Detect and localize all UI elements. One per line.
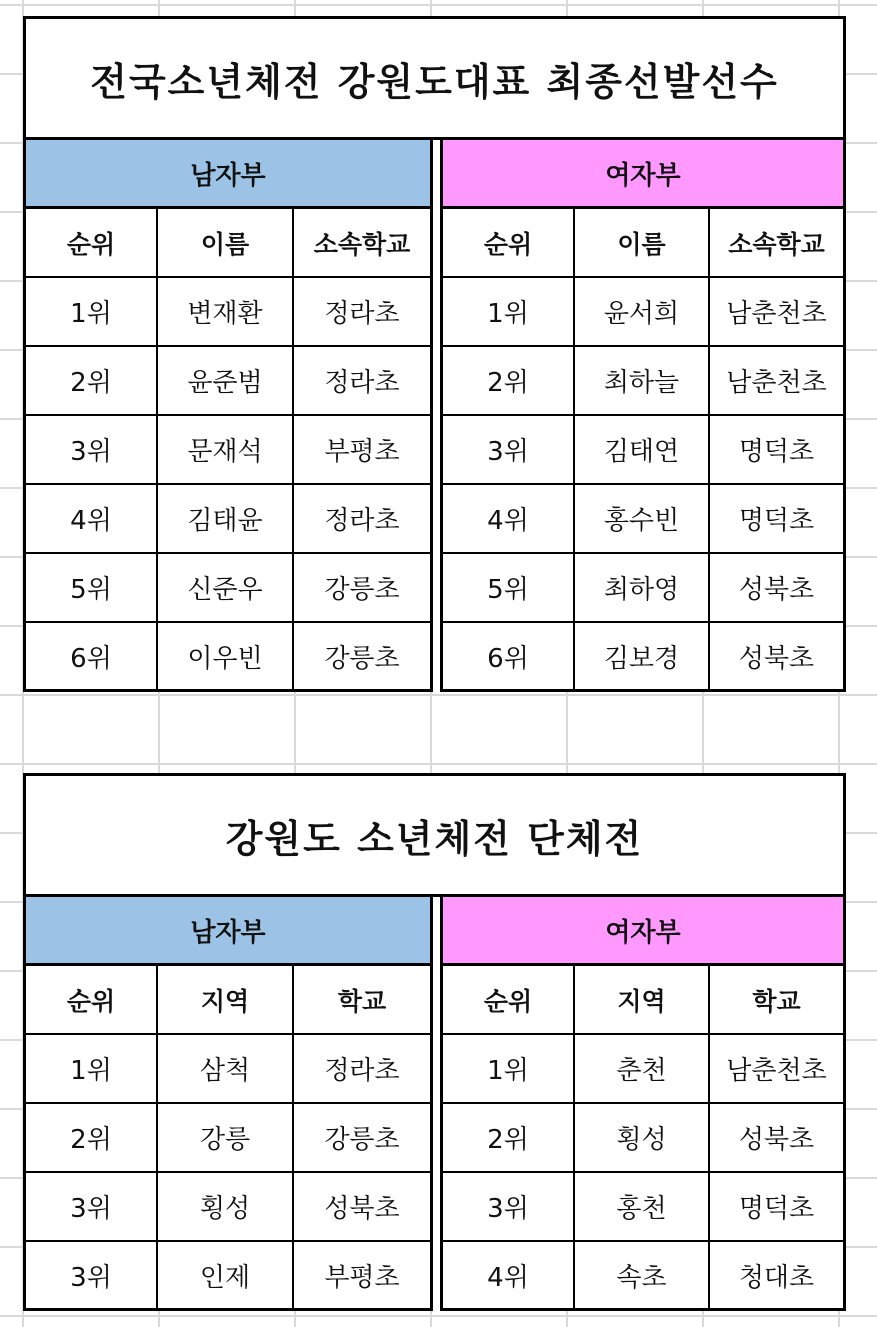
male-table-cell: 1위 <box>23 278 158 347</box>
female-table-cell: 4위 <box>440 485 575 554</box>
male-table-cell: 정라초 <box>294 278 433 347</box>
male-table-cell: 이우빈 <box>158 623 294 692</box>
female-col-header-rank: 순위 <box>440 966 575 1035</box>
female-table-cell: 명덕초 <box>710 416 846 485</box>
female-table-cell: 1위 <box>440 278 575 347</box>
male-table-cell: 4위 <box>23 485 158 554</box>
female-col-header-region: 지역 <box>575 966 710 1035</box>
female-table-cell: 남춘천초 <box>710 1035 846 1104</box>
male-table-cell: 강릉초 <box>294 1104 433 1173</box>
female-table-cell: 3위 <box>440 416 575 485</box>
female-table-cell: 3위 <box>440 1173 575 1242</box>
male-col-header-rank: 순위 <box>23 966 158 1035</box>
female-table-cell: 홍수빈 <box>575 485 710 554</box>
male-table-cell: 횡성 <box>158 1173 294 1242</box>
male-table-cell: 부평초 <box>294 1242 433 1311</box>
female-table-cell: 2위 <box>440 347 575 416</box>
female-table-cell: 명덕초 <box>710 1173 846 1242</box>
table-title-1: 전국소년체전 강원도대표 최종선발선수 <box>23 16 846 140</box>
male-table-cell: 정라초 <box>294 347 433 416</box>
table-title-2: 강원도 소년체전 단체전 <box>23 773 846 897</box>
male-table-cell: 3위 <box>23 1242 158 1311</box>
male-table-cell: 성북초 <box>294 1173 433 1242</box>
male-table-cell: 김태윤 <box>158 485 294 554</box>
female-col-header-rank: 순위 <box>440 209 575 278</box>
male-table-cell: 정라초 <box>294 1035 433 1104</box>
female-group-header: 여자부 <box>440 140 846 209</box>
male-table-cell: 정라초 <box>294 485 433 554</box>
female-table-cell: 명덕초 <box>710 485 846 554</box>
female-table-cell: 성북초 <box>710 623 846 692</box>
male-col-header-school: 학교 <box>294 966 433 1035</box>
female-table-cell: 춘천 <box>575 1035 710 1104</box>
female-col-header-school: 소속학교 <box>710 209 846 278</box>
female-table-cell: 남춘천초 <box>710 347 846 416</box>
male-col-header-school: 소속학교 <box>294 209 433 278</box>
female-group-header: 여자부 <box>440 897 846 966</box>
female-table-cell: 속초 <box>575 1242 710 1311</box>
female-table-cell: 6위 <box>440 623 575 692</box>
male-col-header-region: 지역 <box>158 966 294 1035</box>
male-table-cell: 3위 <box>23 416 158 485</box>
male-table-cell: 윤준범 <box>158 347 294 416</box>
male-table-cell: 1위 <box>23 1035 158 1104</box>
female-table-cell: 횡성 <box>575 1104 710 1173</box>
male-table-cell: 신준우 <box>158 554 294 623</box>
female-table-cell: 4위 <box>440 1242 575 1311</box>
female-col-header-name: 이름 <box>575 209 710 278</box>
table-gap <box>433 140 440 692</box>
male-group-header: 남자부 <box>23 140 433 209</box>
female-table-cell: 윤서희 <box>575 278 710 347</box>
female-table-cell: 최하영 <box>575 554 710 623</box>
male-table-cell: 2위 <box>23 347 158 416</box>
male-col-header-rank: 순위 <box>23 209 158 278</box>
female-table-cell: 남춘천초 <box>710 278 846 347</box>
male-table-cell: 2위 <box>23 1104 158 1173</box>
female-table-cell: 2위 <box>440 1104 575 1173</box>
male-table-cell: 강릉초 <box>294 554 433 623</box>
male-table-cell: 강릉 <box>158 1104 294 1173</box>
male-table-cell: 부평초 <box>294 416 433 485</box>
male-table-cell: 강릉초 <box>294 623 433 692</box>
male-table-cell: 문재석 <box>158 416 294 485</box>
male-table-cell: 5위 <box>23 554 158 623</box>
male-table-cell: 6위 <box>23 623 158 692</box>
female-table-cell: 성북초 <box>710 1104 846 1173</box>
male-table-cell: 변재환 <box>158 278 294 347</box>
female-table-cell: 최하늘 <box>575 347 710 416</box>
male-col-header-name: 이름 <box>158 209 294 278</box>
female-table-cell: 김태연 <box>575 416 710 485</box>
female-table-cell: 홍천 <box>575 1173 710 1242</box>
female-table-cell: 1위 <box>440 1035 575 1104</box>
table-gap <box>433 897 440 1311</box>
female-col-header-school: 학교 <box>710 966 846 1035</box>
male-table-cell: 삼척 <box>158 1035 294 1104</box>
female-table-cell: 김보경 <box>575 623 710 692</box>
female-table-cell: 청대초 <box>710 1242 846 1311</box>
female-table-cell: 5위 <box>440 554 575 623</box>
male-table-cell: 3위 <box>23 1173 158 1242</box>
male-table-cell: 인제 <box>158 1242 294 1311</box>
female-table-cell: 성북초 <box>710 554 846 623</box>
male-group-header: 남자부 <box>23 897 433 966</box>
